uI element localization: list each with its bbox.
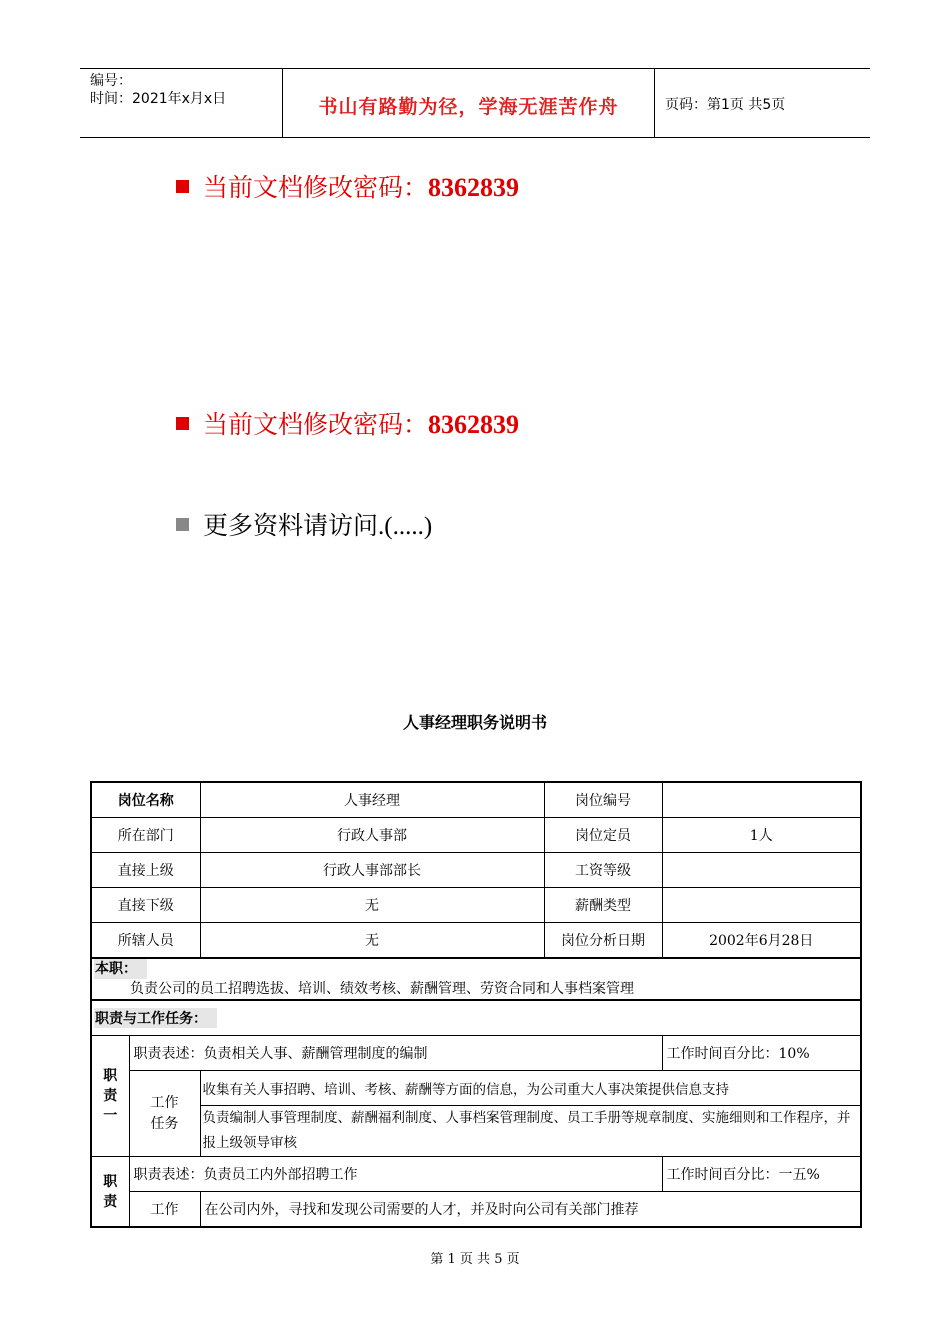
document-title: 人事经理职务说明书: [402, 713, 547, 732]
duty-section-label: 本职：: [94, 959, 147, 979]
duty2-desc-row: [91, 1157, 861, 1192]
row-value: [662, 782, 861, 818]
row-value: [662, 853, 861, 888]
row-value: [662, 888, 861, 923]
row-value: 2002年6月28日: [662, 923, 861, 959]
duty1-task-label: 工作任务: [129, 1071, 200, 1157]
password-value: 8362839: [428, 410, 520, 439]
row-label: 岗位编号: [544, 782, 662, 818]
table-row: [91, 853, 861, 888]
duty1-task-2: 负责编制人事管理制度、薪酬福利制度、人事档案管理制度、员工手册等规章制度、实施细则和工作程序，并报上级领导审核: [200, 1106, 861, 1157]
row-label: 直接上级: [91, 853, 200, 888]
table-row: [91, 888, 861, 923]
square-bullet-icon: [176, 518, 189, 531]
row-label: 岗位名称: [91, 782, 200, 818]
row-label: 所辖人员: [91, 923, 200, 959]
page-footer: 第 1 页 共 5 页: [430, 1252, 520, 1267]
row-value: 人事经理: [200, 782, 544, 818]
page-info: 页码：第1页 共5页: [665, 97, 786, 113]
row-label: 岗位定员: [544, 818, 662, 853]
row-label: 岗位分析日期: [544, 923, 662, 959]
header-motto-cell: [283, 69, 655, 137]
motto: 书山有路勤为径，学海无涯苦作舟: [318, 96, 619, 118]
duty1-time-percent: 工作时间百分比：10%: [662, 1036, 861, 1071]
row-value: 行政人事部部长: [200, 853, 544, 888]
table-row: [91, 923, 861, 959]
duty-summary-row: [91, 958, 861, 1000]
duty1-desc-row: [91, 1036, 861, 1071]
row-label: 所在部门: [91, 818, 200, 853]
time-label: 时间：2021年x月x日: [90, 91, 227, 107]
duty-summary-cell: [91, 958, 861, 1000]
row-label: 薪酬类型: [544, 888, 662, 923]
table-row: [91, 782, 861, 818]
header-page-cell: [655, 69, 870, 137]
duty1-task-1: 收集有关人事招聘、培训、考核、薪酬等方面的信息，为公司重大人事决策提供信息支持: [200, 1071, 861, 1106]
tasks-section-cell: [91, 1000, 861, 1036]
row-value: 无: [200, 923, 544, 959]
row-label: 工资等级: [544, 853, 662, 888]
header-meta-cell: [80, 69, 283, 137]
row-label: 直接下级: [91, 888, 200, 923]
duty2-task-label: 工作: [129, 1192, 200, 1228]
password-label: 当前文档修改密码：: [203, 410, 429, 439]
duty2-description: 职责表述：负责员工内外部招聘工作: [129, 1157, 662, 1192]
row-value: 行政人事部: [200, 818, 544, 853]
tasks-section-label: 职责与工作任务：: [94, 1008, 217, 1028]
more-info-notice: [176, 506, 432, 542]
row-value: 1人: [662, 818, 861, 853]
job-description-table: [90, 781, 862, 1228]
duty1-task-row: [91, 1071, 861, 1106]
duty1-label: 职责一: [91, 1036, 129, 1157]
duty1-description: 职责表述：负责相关人事、薪酬管理制度的编制: [129, 1036, 662, 1071]
duty-summary-text: 负责公司的员工招聘选拔、培训、绩效考核、薪酬管理、劳资合同和人事档案管理: [130, 981, 634, 997]
more-info-text: 更多资料请访问.(.....): [203, 513, 433, 540]
tasks-section-row: [91, 1000, 861, 1036]
duty2-label: 职责: [91, 1157, 129, 1228]
square-bullet-icon: [176, 417, 189, 430]
row-value: 无: [200, 888, 544, 923]
duty2-task-1: 在公司内外，寻找和发现公司需要的人才，并及时向公司有关部门推荐: [200, 1192, 861, 1228]
password-notice-2: [176, 405, 519, 441]
duty2-time-percent: 工作时间百分比：一五%: [662, 1157, 861, 1192]
password-label: 当前文档修改密码：: [203, 173, 429, 202]
duty2-task-row: [91, 1192, 861, 1228]
table-row: [91, 818, 861, 853]
page-header: [80, 68, 870, 138]
duty1-task-row: [91, 1106, 861, 1157]
square-bullet-icon: [176, 180, 189, 193]
password-value: 8362839: [428, 173, 520, 202]
password-notice-1: [176, 168, 519, 204]
number-label: 编号：: [90, 73, 132, 89]
